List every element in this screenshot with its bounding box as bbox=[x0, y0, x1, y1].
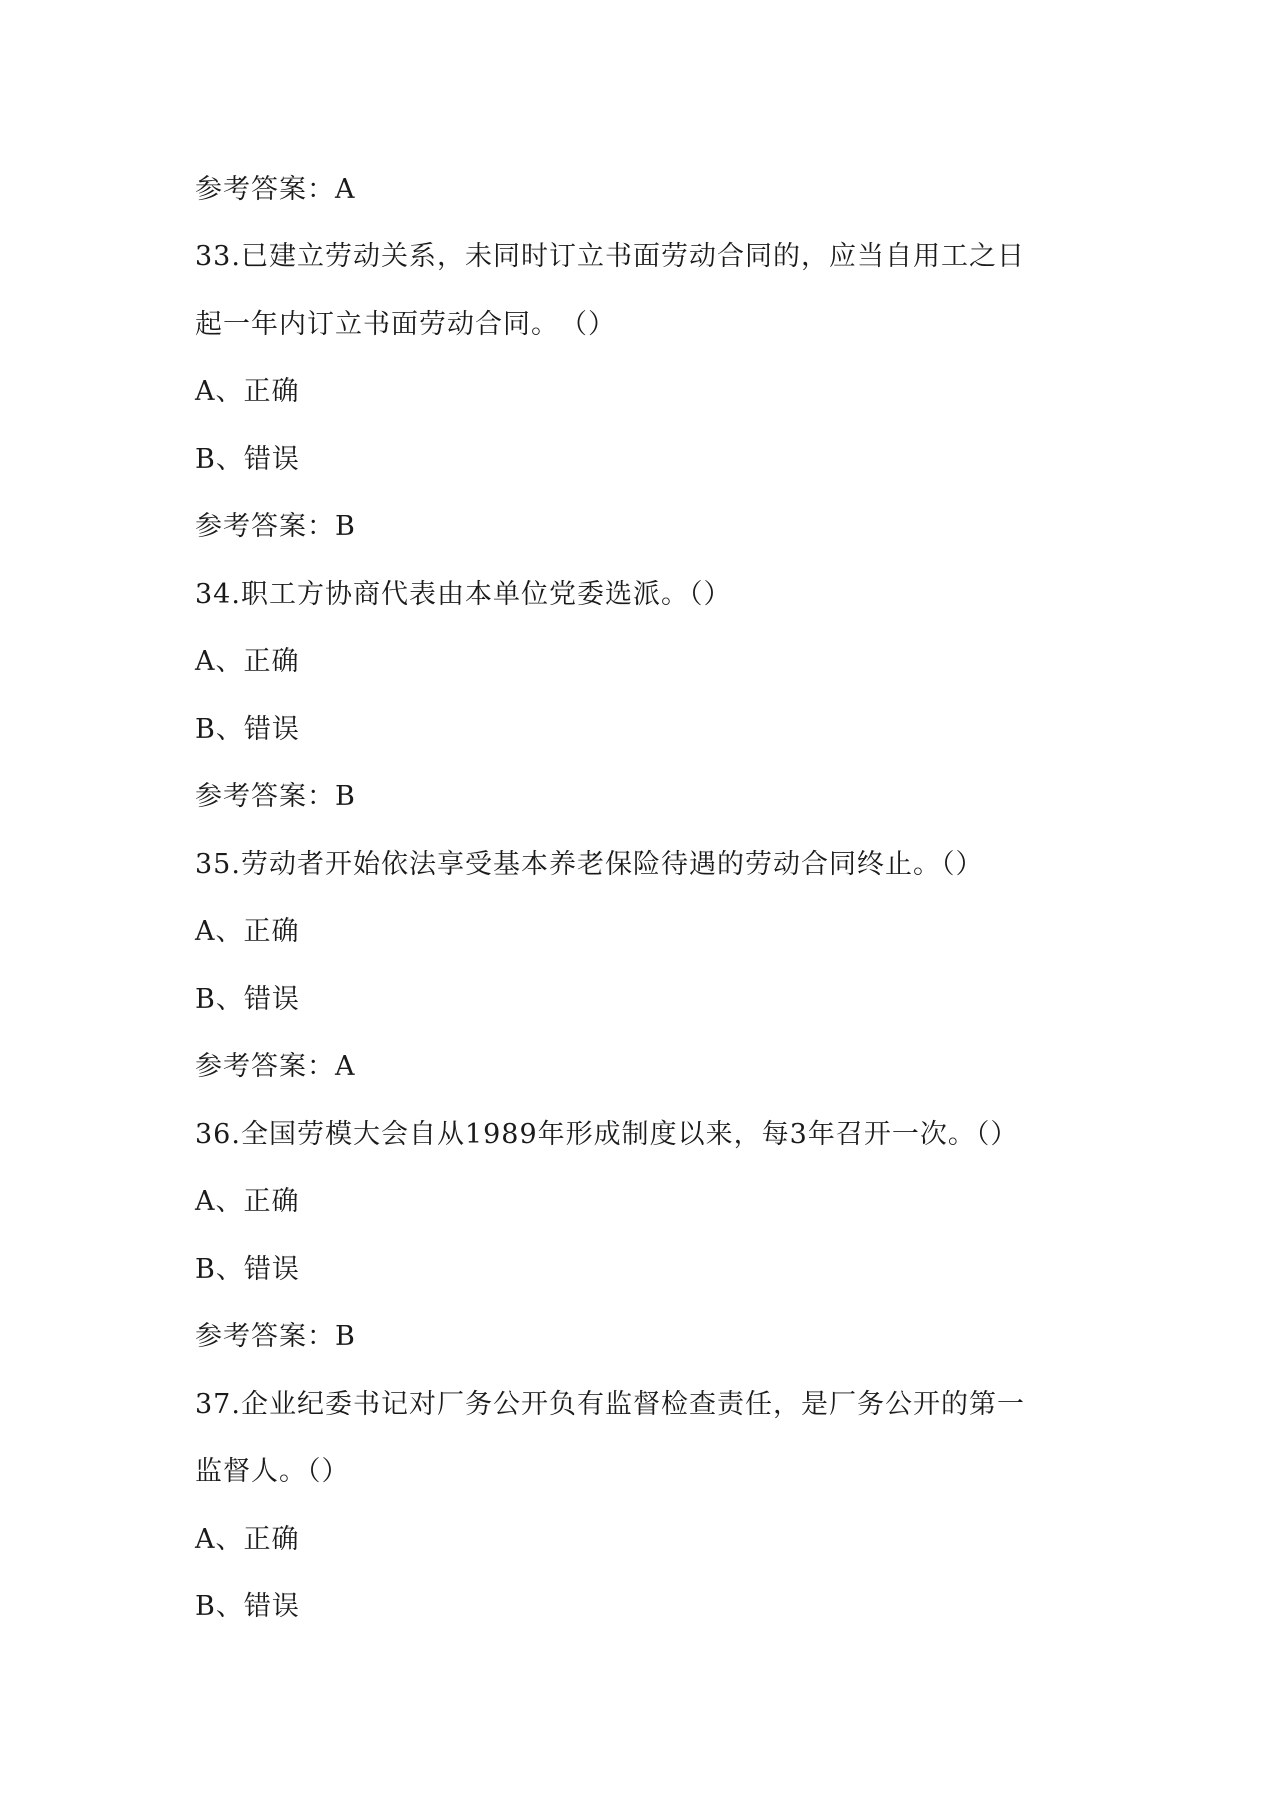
question-36: 36.全国劳模大会自从1989年形成制度以来，每3年召开一次。（） bbox=[195, 1119, 1019, 1150]
question-34: 34.职工方协商代表由本单位党委选派。（） bbox=[195, 579, 732, 610]
question-35: 35.劳动者开始依法享受基本养老保险待遇的劳动合同终止。（） bbox=[195, 849, 984, 880]
question-37-line-2: 监督人。（） bbox=[195, 1456, 350, 1487]
option-35-a: A、正确 bbox=[195, 916, 300, 947]
option-37-a: A、正确 bbox=[195, 1524, 300, 1555]
option-34-b: B、错误 bbox=[195, 714, 300, 745]
answer-32: 参考答案：A bbox=[195, 174, 356, 205]
option-36-a: A、正确 bbox=[195, 1186, 300, 1217]
answer-36: 参考答案：B bbox=[195, 1321, 356, 1352]
option-35-b: B、错误 bbox=[195, 984, 300, 1015]
answer-33: 参考答案：B bbox=[195, 511, 356, 542]
option-33-b: B、错误 bbox=[195, 444, 300, 475]
question-33-line-1: 33.已建立劳动关系，未同时订立书面劳动合同的，应当自用工之日 bbox=[195, 241, 1025, 272]
question-33-line-2: 起一年内订立书面劳动合同。 （） bbox=[195, 309, 616, 340]
option-37-b: B、错误 bbox=[195, 1591, 300, 1622]
answer-34: 参考答案：B bbox=[195, 781, 356, 812]
option-33-a: A、正确 bbox=[195, 376, 300, 407]
option-34-a: A、正确 bbox=[195, 646, 300, 677]
question-37-line-1: 37.企业纪委书记对厂务公开负有监督检查责任，是厂务公开的第一 bbox=[195, 1389, 1025, 1420]
answer-35: 参考答案：A bbox=[195, 1051, 356, 1082]
option-36-b: B、错误 bbox=[195, 1254, 300, 1285]
